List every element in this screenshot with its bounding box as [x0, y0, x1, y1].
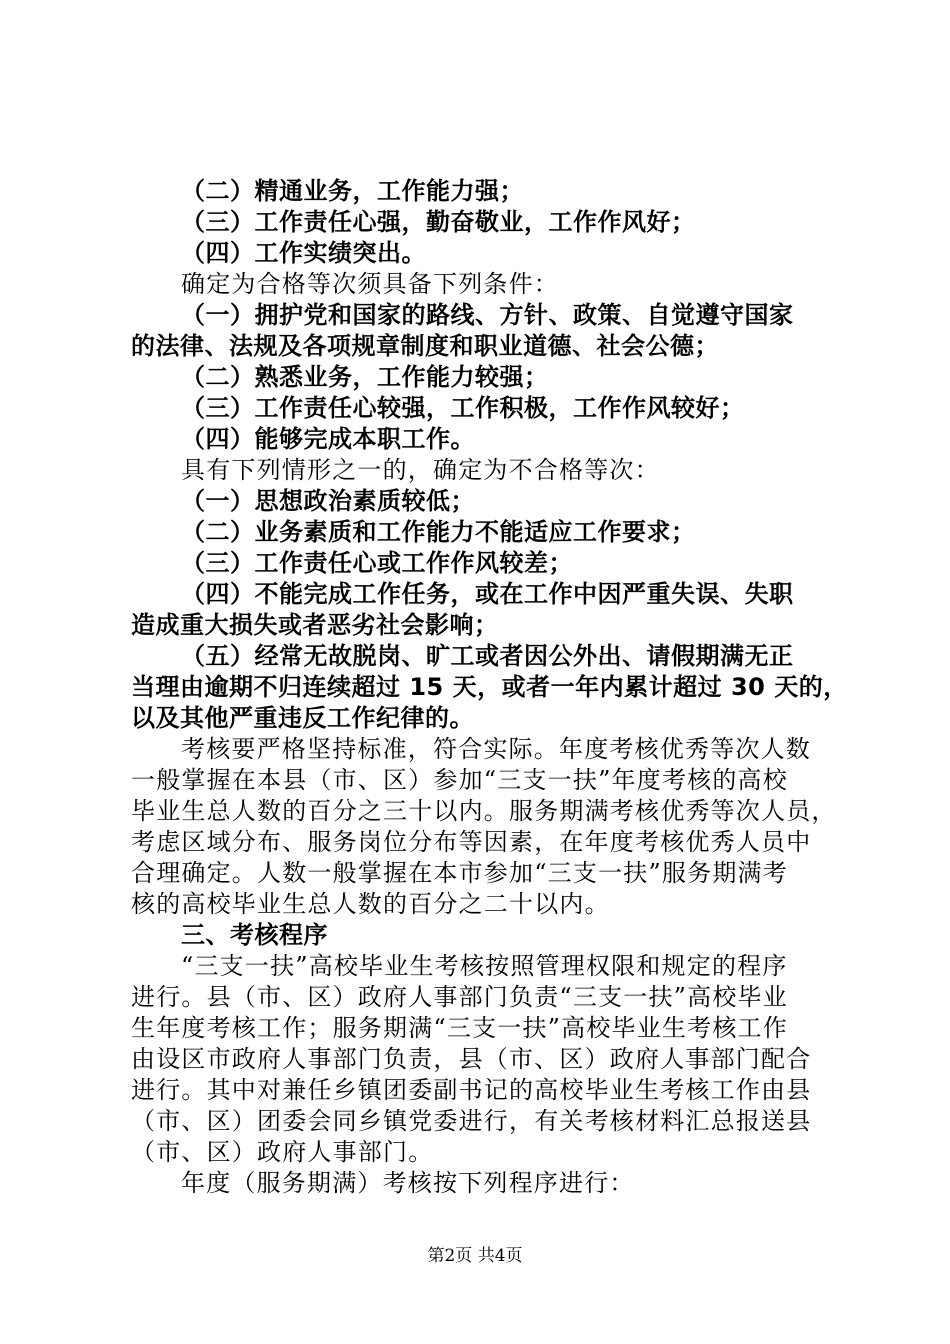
- paragraph-line: 的法律、法规及各项规章制度和职业道德、社会公德；: [131, 332, 719, 360]
- paragraph-line: （市、区）政府人事部门。: [131, 1138, 434, 1166]
- paragraph-line: （三）工作责任心较强，工作积极，工作作风较好；: [181, 394, 745, 422]
- paragraph-line: 毕业生总人数的百分之三十以内。服务期满考核优秀等次人员，: [131, 797, 837, 825]
- paragraph-line: 进行。县（市、区）政府人事部门负责“三支一扶”高校毕业: [131, 983, 788, 1011]
- paragraph-line: 当理由逾期不归连续超过 15 天，或者一年内累计超过 30 天的，: [131, 673, 848, 701]
- paragraph-line: （二）熟悉业务，工作能力较强；: [181, 363, 549, 391]
- paragraph-line: （三）工作责任心强，勤奋敬业，工作作风好；: [181, 208, 696, 236]
- paragraph-line: （四）能够完成本职工作。: [181, 425, 475, 453]
- paragraph-line: （一）思想政治素质较低；: [181, 487, 475, 515]
- paragraph-line: 生年度考核工作；服务期满“三支一扶”高校毕业生考核工作: [131, 1014, 788, 1042]
- paragraph-line: 合理确定。人数一般掌握在本市参加“三支一扶”服务期满考: [131, 859, 788, 887]
- paragraph-line: （一）拥护党和国家的路线、方针、政策、自觉遵守国家: [181, 301, 794, 329]
- paragraph-line: 确定为合格等次须具备下列条件：: [181, 270, 559, 298]
- paragraph-line: “三支一扶”高校毕业生考核按照管理权限和规定的程序: [181, 952, 788, 980]
- paragraph-line: （四）工作实绩突出。: [181, 239, 426, 267]
- paragraph-line: （三）工作责任心或工作作风较差；: [181, 549, 573, 577]
- paragraph-line: （二）精通业务，工作能力强；: [181, 177, 524, 205]
- paragraph-line: 由设区市政府人事部门负责，县（市、区）政府人事部门配合: [131, 1045, 812, 1073]
- section-heading: 三、考核程序: [181, 921, 328, 949]
- paragraph-line: 一般掌握在本县（市、区）参加“三支一扶”年度考核的高校: [131, 766, 788, 794]
- paragraph-line: 以及其他严重违反工作纪律的。: [131, 704, 474, 732]
- paragraph-line: 年度（服务期满）考核按下列程序进行：: [181, 1169, 635, 1197]
- paragraph-line: （五）经常无故脱岗、旷工或者因公外出、请假期满无正: [181, 642, 794, 670]
- paragraph-line: 考虑区域分布、服务岗位分布等因素，在年度考核优秀人员中: [131, 828, 812, 856]
- page-footer: 第2页 共4页: [427, 1246, 523, 1266]
- paragraph-line: （市、区）团委会同乡镇党委进行，有关考核材料汇总报送县: [131, 1107, 812, 1135]
- paragraph-line: 具有下列情形之一的，确定为不合格等次：: [181, 456, 660, 484]
- paragraph-line: 进行。其中对兼任乡镇团委副书记的高校毕业生考核工作由县: [131, 1076, 812, 1104]
- paragraph-line: 核的高校毕业生总人数的百分之二十以内。: [131, 890, 610, 918]
- paragraph-line: （二）业务素质和工作能力不能适应工作要求；: [181, 518, 696, 546]
- paragraph-line: （四）不能完成工作任务，或在工作中因严重失误、失职: [181, 580, 794, 608]
- paragraph-line: 考核要严格坚持标准，符合实际。年度考核优秀等次人数: [181, 735, 811, 763]
- paragraph-line: 造成重大损失或者恶劣社会影响；: [131, 611, 499, 639]
